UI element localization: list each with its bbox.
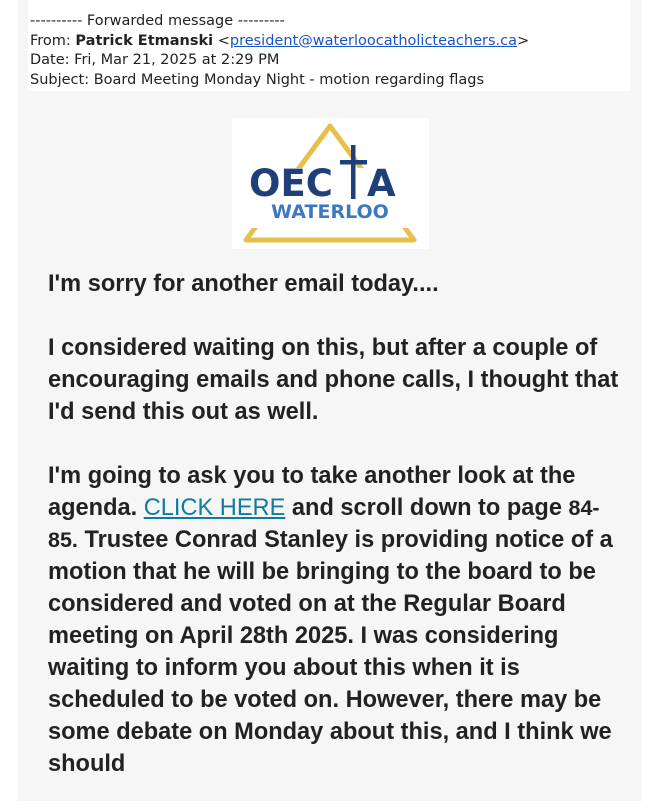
from-line: From: Patrick Etmanski <president@waterloocatholicteachers.ca> xyxy=(30,32,530,49)
forwarded-header-line: ---------- Forwarded message --------- xyxy=(30,13,285,29)
subject-line xyxy=(30,71,630,91)
click-here-link[interactable]: CLICK HERE xyxy=(143,495,286,521)
sender-name: Patrick Etmanski xyxy=(75,32,214,49)
cross-icon xyxy=(351,145,356,199)
date-value: Fri, Mar 21, 2025 at 2:29 PM xyxy=(74,52,280,68)
agenda-text-motion: Trustee Conrad Stanley is providing notice of a motion that he will be bringing to the board to be considered and voted on at the Regular Board meeting on April 28th 2025. I was considering waiting to inform you about this when it is scheduled to be voted on. However, there may be some debate on Monday about this, and I think we should xyxy=(48,527,613,777)
from-label: From: xyxy=(30,32,71,49)
forwarded-message-header xyxy=(28,0,630,91)
email-body-container xyxy=(18,0,642,801)
paragraph-apology: I'm sorry for another email today.... xyxy=(48,271,439,297)
logo-text-waterloo: WATERLOO xyxy=(271,201,389,223)
paragraph-considered: I considered waiting on this, but after a couple of encouraging emails and phone calls, I thought that I'd send this out as well. xyxy=(48,335,619,425)
date-label: Date: xyxy=(30,52,70,68)
email-message-body xyxy=(48,268,628,812)
sender-email-link[interactable]: president@waterloocatholicteachers.ca xyxy=(229,32,517,49)
agenda-text-scroll: and scroll down to page xyxy=(291,495,562,521)
logo-text-oec: OEC xyxy=(249,162,333,205)
paragraph-agenda xyxy=(48,460,628,780)
logo-text-a: A xyxy=(367,162,396,205)
date-line xyxy=(30,51,630,71)
agenda-text-start: I'm going to ask you to take another look at the agenda. xyxy=(48,463,576,521)
oecta-waterloo-logo xyxy=(232,118,429,249)
logo-graphic xyxy=(232,118,429,249)
subject-value: Board Meeting Monday Night - motion regarding flags xyxy=(93,71,485,88)
agenda-pages: 84-85. xyxy=(48,496,600,552)
subject-label: Subject: xyxy=(30,71,90,88)
